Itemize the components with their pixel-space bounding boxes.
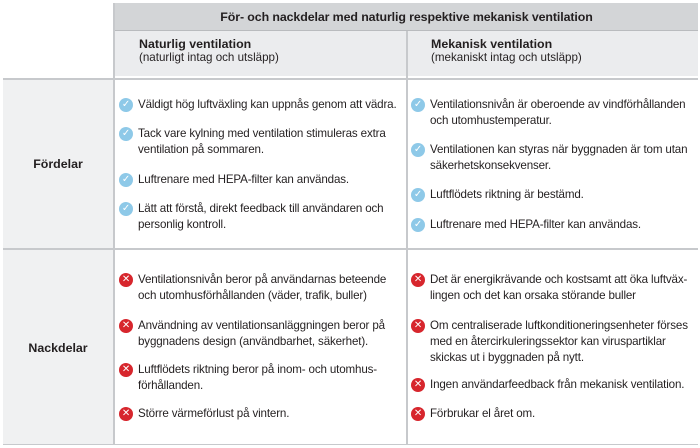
divider (406, 31, 408, 445)
advantage-natural-item: ✓ Tack vare kylning med ventilation stimuleras extra ventilation på sommaren. (138, 126, 403, 158)
check-icon: ✓ (119, 202, 133, 216)
check-icon: ✓ (411, 98, 425, 112)
cross-icon: ✕ (411, 273, 425, 287)
disadvantage-natural-item: ✕ Ventilationsnivån beror på användarnas beteende och utomhusförhållanden (väder, trafik, buller) (138, 272, 403, 304)
divider (113, 3, 115, 445)
column-header-mechanical (407, 31, 698, 76)
cross-icon: ✕ (119, 319, 133, 333)
cross-icon: ✕ (411, 319, 425, 333)
column-title: Naturlig ventilation (139, 37, 252, 51)
disadvantage-mechanical-item: ✕ Det är energikrävande och kostsamt att öka luftväx- lingen och det kan orsaka störande buller (430, 272, 696, 304)
advantage-natural-item: ✓ Luftrenare med HEPA-filter kan användas. (138, 172, 403, 188)
column-subtitle: (naturligt intag och utsläpp) (139, 51, 279, 64)
column-header-natural (115, 31, 407, 76)
advantage-mechanical-item: ✓ Ventilationen kan styras när byggnaden är tom utan säkerhetskonsekvenser. (430, 142, 696, 174)
row-label-advantages: Fördelar (33, 157, 83, 171)
disadvantage-natural-item: ✕ Användning av ventilationsanläggningen beror på byggnadens design (användbarhet, säkerhet). (138, 318, 403, 350)
column-subtitle: (mekaniskt intag och utsläpp) (431, 51, 582, 64)
disadvantage-mechanical-item: ✕ Ingen användarfeedback från mekanisk ventilation. (430, 377, 696, 393)
table-title: För- och nackdelar med naturlig respektive mekanisk ventilation (115, 3, 698, 31)
advantage-mechanical-item: ✓ Luftrenare med HEPA-filter kan användas. (430, 217, 696, 233)
check-icon: ✓ (119, 98, 133, 112)
check-icon: ✓ (411, 218, 425, 232)
cross-icon: ✕ (119, 273, 133, 287)
check-icon: ✓ (411, 143, 425, 157)
disadvantage-mechanical-item: ✕ Om centraliserade luftkonditioneringsenheter förses med en återcirkuleringssektor kan viruspartiklar skickas ut i byggnaden på nytt. (430, 318, 696, 366)
cross-icon: ✕ (411, 407, 425, 421)
cross-icon: ✕ (119, 407, 133, 421)
divider (3, 444, 698, 445)
divider (3, 248, 698, 250)
disadvantage-natural-item: ✕ Luftflödets riktning beror på inom- och utomhus- förhållanden. (138, 362, 403, 394)
advantage-natural-item: ✓ Väldigt hög luftväxling kan uppnås genom att vädra. (138, 97, 403, 113)
disadvantage-natural-item: ✕ Större värmeförlust på vintern. (138, 406, 403, 422)
cross-icon: ✕ (119, 363, 133, 377)
cross-icon: ✕ (411, 378, 425, 392)
advantage-natural-item: ✓ Lätt att förstå, direkt feedback till användaren och personlig kontroll. (138, 201, 403, 233)
row-label-disadvantages: Nackdelar (28, 340, 88, 355)
check-icon: ✓ (411, 188, 425, 202)
advantage-mechanical-item: ✓ Ventilationsnivån är oberoende av vindförhållanden och utomhustemperatur. (430, 97, 696, 129)
column-title: Mekanisk ventilation (431, 37, 553, 51)
divider (3, 78, 698, 80)
disadvantage-mechanical-item: ✕ Förbrukar el året om. (430, 406, 696, 422)
advantage-mechanical-item: ✓ Luftflödets riktning är bestämd. (430, 187, 696, 203)
check-icon: ✓ (119, 173, 133, 187)
check-icon: ✓ (119, 127, 133, 141)
